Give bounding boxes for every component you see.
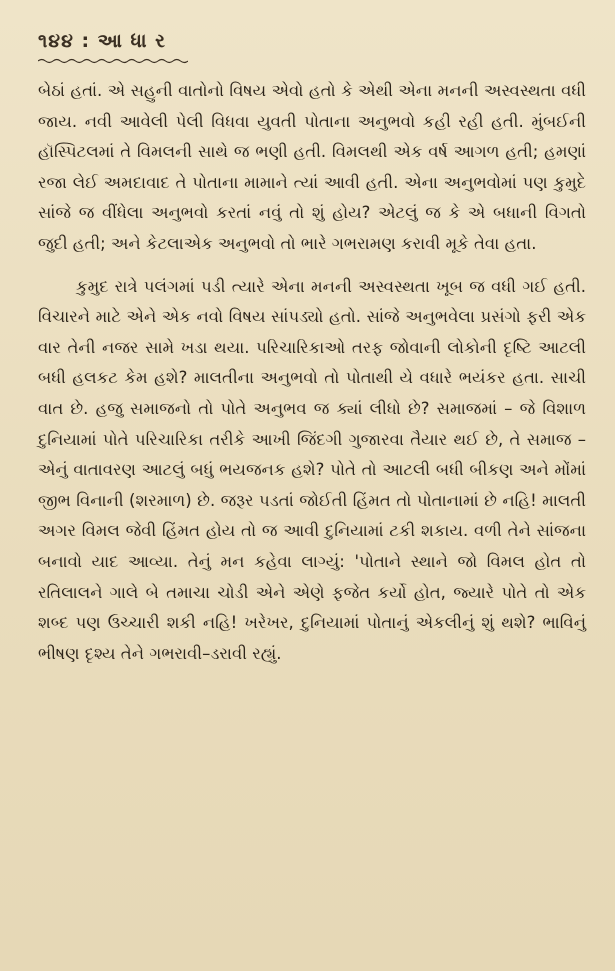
page-header bbox=[38, 30, 166, 52]
header-separator: : bbox=[81, 30, 91, 52]
running-title: આ ધા ર bbox=[97, 30, 167, 52]
paragraph: બેઠાં હતાં. એ સહુની વાતોનો વિષય એવો હતો કે એથી એના મનની અસ્વસ્થતા વધી જાય. નવી આવેલી પેલી વિધવા યુવતી પોતાના અનુભવો કહી રહી હતી. મુંબઈની હૉસ્પિટલમાં તે વિમલની સાથે જ ભણી હતી. વિમલથી એક વર્ષ આગળ હતી; હમણાં રજા લેઈ અમદાવાદ તે પોતાના મામાને ત્યાં આવી હતી. એના અનુભવોમાં પણ કુમુદે સાંજે જ વીંધેલા અનુભવો કરતાં નવું તો શું હોય? એટલું જ કે એ બધાની વિગતો જુદી હતી; અને કેટલાએક અનુભવો તો ભારે ગભરામણ કરાવી મૂકે તેવા હતા. bbox=[38, 81, 586, 253]
body-text bbox=[38, 76, 586, 669]
wavy-header-rule bbox=[38, 58, 188, 64]
page-number: ૧૪૪ bbox=[38, 30, 74, 52]
paragraph: કુમુદ રાત્રે પલંગમાં પડી ત્યારે એના મનની અસ્વસ્થતા ખૂબ જ વધી ગઈ હતી. વિચારને માટે એને એક નવો વિષય સાંપડ્યો હતો. સાંજે અનુભવેલા પ્રસંગો ફરી એક વાર તેની નજર સામે ખડા થયા. પરિચારિકાઓ તરફ જોવાની લોકોની દૃષ્ટિ આટલી બધી હલકટ કેમ હશે? માલતીના અનુભવો તો પોતાથી યે વધારે ભયંકર હતા. સાચી વાત છે. હજુ સમાજનો તો પોતે અનુભવ જ ક્યાં લીધો છે? સમાજમાં – જે વિશાળ દુનિયામાં પોતે પરિચારિકા તરીકે આખી જિંદગી ગુજારવા તૈયાર થઈ છે, તે સમાજ – એનું વાતાવરણ આટલું બધું ભયજનક હશે? પોતે તો આટલી બધી બીકણ અને મોંમાં જીભ વિનાની (શરમાળ) છે. જરૂર પડતાં જોઈતી હિંમત તો પોતાનામાં છે નહિ! માલતી અગર વિમલ જેવી હિંમત હોય તો જ આવી દુનિયામાં ટકી શકાય. વળી તેને સાંજના બનાવો યાદ આવ્યા. તેનું મન કહેવા લાગ્યું: 'પોતાને સ્થાને જો વિમલ હોત તો રતિલાલને ગાલે બે તમાચા ચોડી એને એણે ફજેત કર્યો હોત, જ્યારે પોતે તો એક શબ્દ પણ ઉચ્ચારી શકી નહિ! ખરેખર, દુનિયામાં પોતાનું એકલીનું શું થશે? ભાવિનું ભીષણ દૃશ્ય તેને ગભરાવી–ડરાવી રહ્યું. bbox=[38, 276, 586, 663]
